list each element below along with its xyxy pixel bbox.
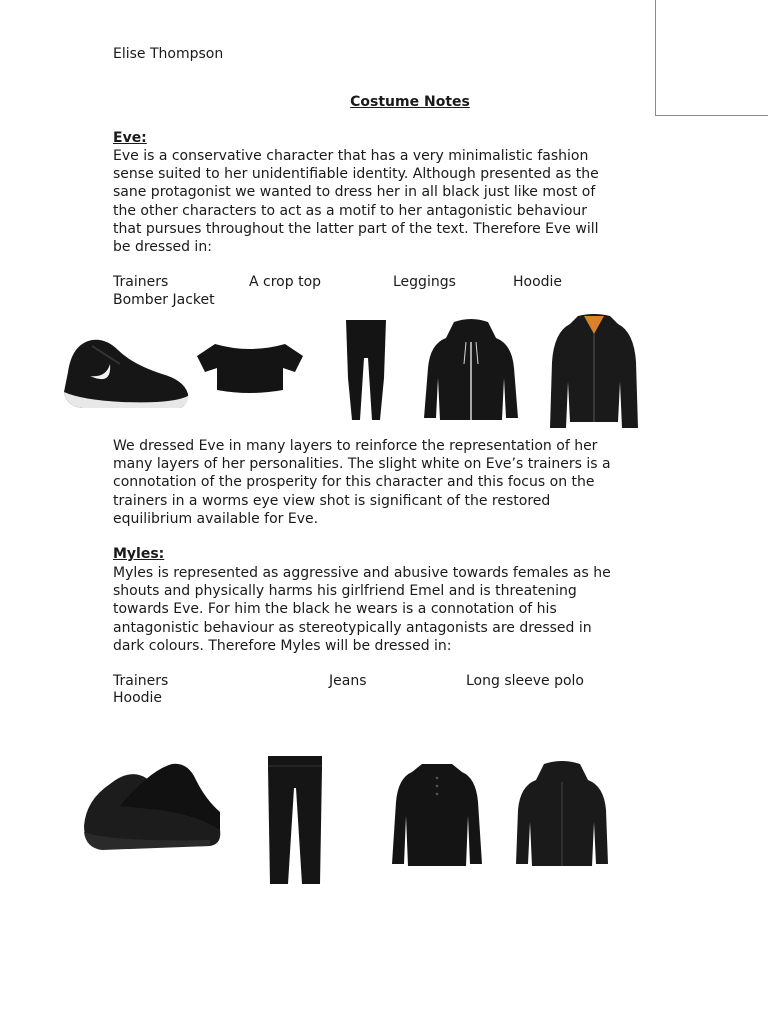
author-name: Elise Thompson [113, 46, 224, 62]
polo-icon [392, 762, 482, 868]
eve-notes-line: connotation of the prosperity for this character and this focus on the [113, 474, 595, 491]
eve-intro-line: that pursues throughout the latter part of the text. Therefore Eve will [113, 220, 599, 237]
eve-notes [113, 437, 658, 528]
myles-item-hoodie: Hoodie [113, 690, 163, 706]
sneaker-icon [80, 760, 224, 856]
eve-notes-line: We dressed Eve in many layers to reinforce the representation of her [113, 438, 598, 454]
eve-item-bomber-jacket: Bomber Jacket [113, 292, 215, 308]
myles-intro-line: shouts and physically harms his girlfriend Emel and is threatening [113, 583, 577, 600]
myles-intro-line: dark colours. Therefore Myles will be dressed in: [113, 637, 452, 654]
myles-item-polo: Long sleeve polo [466, 673, 584, 689]
eve-intro-line: be dressed in: [113, 239, 212, 256]
myles-heading: Myles: [113, 546, 165, 562]
hoodie-icon [424, 318, 518, 424]
leggings-icon [342, 318, 390, 422]
myles-intro [113, 564, 658, 655]
eve-notes-line: equilibrium available for Eve. [113, 510, 319, 527]
eve-item-leggings: Leggings [393, 274, 456, 290]
eve-heading: Eve: [113, 130, 147, 146]
eve-item-hoodie: Hoodie [513, 274, 563, 290]
eve-intro-line: sane protagonist we wanted to dress her in all black just like most of [113, 184, 596, 201]
jeans-icon [264, 754, 326, 886]
eve-notes-line: trainers in a worms eye view shot is significant of the restored [113, 492, 551, 509]
eve-notes-line: many layers of her personalities. The slight white on Eve’s trainers is a [113, 456, 611, 473]
myles-intro-line: towards Eve. For him the black he wears is a connotation of his [113, 601, 557, 618]
hoodie-icon [516, 760, 608, 868]
eve-intro-line: the other characters to act as a motif to her antagonistic behaviour [113, 202, 588, 219]
myles-intro-line: Myles is represented as aggressive and abusive towards females as he [113, 565, 611, 581]
eve-intro [113, 147, 658, 256]
eve-intro-line: sense suited to her unidentifiable identity. Although presented as the [113, 166, 599, 183]
myles-item-jeans: Jeans [329, 673, 367, 689]
bomber-jacket-icon [548, 312, 640, 434]
sneaker-icon [62, 334, 190, 414]
eve-intro-line: Eve is a conservative character that has a very minimalistic fashion [113, 148, 589, 164]
myles-intro-line: antagonistic behaviour as stereotypically antagonists are dressed in [113, 619, 592, 636]
eve-item-crop-top: A crop top [249, 274, 322, 290]
crop-top-icon [195, 340, 305, 396]
page-title: Costume Notes [350, 94, 470, 110]
eve-item-trainers: Trainers [113, 274, 169, 290]
myles-item-trainers: Trainers [113, 673, 169, 689]
